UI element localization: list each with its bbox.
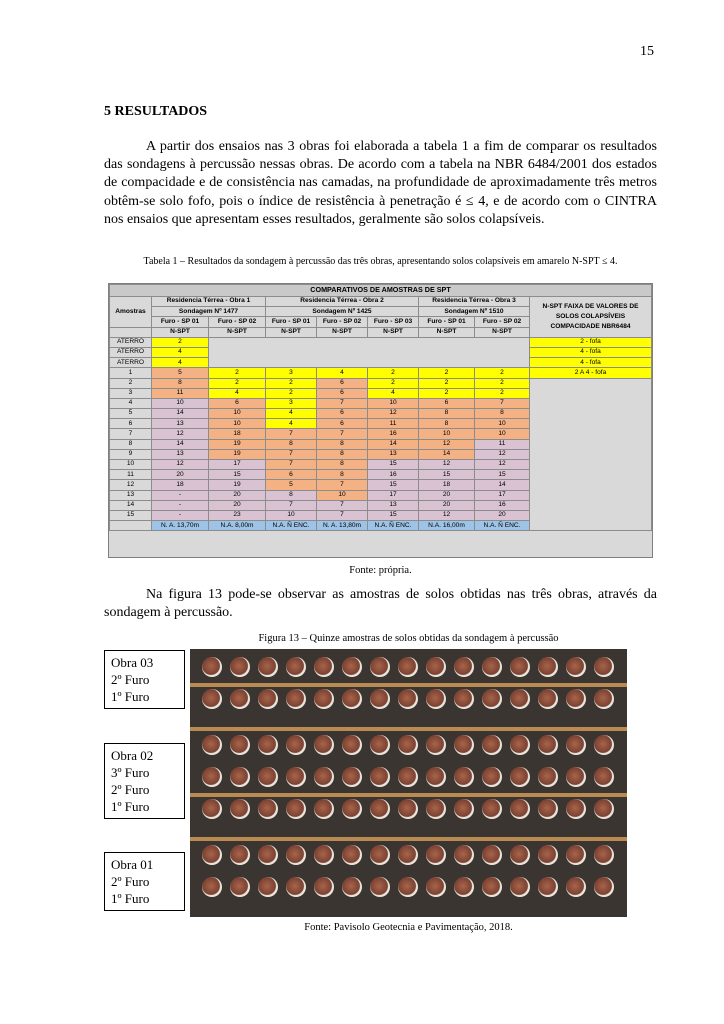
cell-nivel-agua: N. A. 13,70m: [152, 521, 209, 531]
soil-sample-cup: [398, 689, 418, 709]
cell-nspt-value: 6: [317, 409, 368, 419]
soil-sample-cup: [314, 767, 334, 787]
soil-sample-cup: [566, 767, 586, 787]
cell-nspt-value: 10: [419, 429, 475, 439]
soil-sample-cup: [454, 799, 474, 819]
header-nspt: N-SPT: [475, 327, 530, 337]
cell-nspt-value: 12: [419, 439, 475, 449]
cell-nspt-value: 2: [266, 378, 317, 388]
soil-sample-cup: [258, 845, 278, 865]
cell-nspt-value: 19: [209, 449, 266, 459]
soil-sample-cup: [342, 767, 362, 787]
header-sondagem-2: Sondagem Nº 1425: [266, 307, 419, 317]
cell-nspt-value: 3: [266, 368, 317, 378]
soil-sample-cup: [202, 799, 222, 819]
cell-nspt-value: 16: [368, 470, 419, 480]
figure-source: Fonte: Pavisolo Geotecnia e Pavimentação, 2018.: [304, 922, 513, 933]
soil-sample-cup: [426, 735, 446, 755]
cell-nspt-value: 4: [317, 368, 368, 378]
cell-nspt-value: 2: [475, 378, 530, 388]
cell-amostra: 4: [110, 398, 152, 408]
cell-nspt-value: 18: [419, 480, 475, 490]
label-obra-02: [104, 743, 185, 819]
cell-nspt-value: 20: [209, 500, 266, 510]
cell-amostra: 14: [110, 500, 152, 510]
soil-sample-cup: [230, 767, 250, 787]
cell-nspt-value: 7: [266, 429, 317, 439]
cell-amostra: 3: [110, 388, 152, 398]
cell-nspt-value: 8: [266, 439, 317, 449]
soil-sample-cup: [370, 845, 390, 865]
cell-amostra: 6: [110, 419, 152, 429]
soil-sample-cup: [258, 735, 278, 755]
soil-sample-cup: [230, 689, 250, 709]
cell-nspt-value: 2: [152, 337, 209, 347]
soil-sample-cup: [286, 735, 306, 755]
label-line: 1º Furo: [111, 891, 150, 906]
cell-nspt-value: 6: [209, 398, 266, 408]
soil-sample-cup: [286, 767, 306, 787]
cell-nspt-value: 2: [419, 368, 475, 378]
paragraph-figure-ref: Na figura 13 pode-se observar as amostras de solos obtidas nas três obras, através da sondagem à percussão.: [104, 587, 657, 621]
header-nspt: N-SPT: [266, 327, 317, 337]
cell-nspt-value: 10: [266, 510, 317, 520]
cell-nspt-value: 12: [419, 460, 475, 470]
soil-sample-cup: [398, 657, 418, 677]
soil-sample-cup: [286, 845, 306, 865]
soil-sample-cup: [258, 689, 278, 709]
table-title: COMPARATIVOS DE AMOSTRAS DE SPT: [110, 285, 652, 297]
label-line: 3º Furo: [111, 765, 150, 780]
section-heading: 5 RESULTADOS: [104, 104, 208, 119]
cell-nspt-value: 12: [475, 449, 530, 459]
soil-sample-cup: [426, 799, 446, 819]
cell-faixa: 4 - fofa: [530, 347, 652, 357]
soil-sample-cup: [370, 877, 390, 897]
cell-nspt-value: 12: [152, 460, 209, 470]
cell-amostra: 11: [110, 470, 152, 480]
cell-nspt-value: 15: [419, 470, 475, 480]
cell-nspt-value: 17: [475, 490, 530, 500]
cell-nspt-value: 6: [317, 378, 368, 388]
cell-amostra: 9: [110, 449, 152, 459]
cell-nspt-value: 6: [317, 388, 368, 398]
cell-nspt-value: 12: [475, 460, 530, 470]
soil-sample-cup: [230, 877, 250, 897]
soil-sample-cup: [398, 845, 418, 865]
cell-nspt-value: 4: [266, 409, 317, 419]
cell-nspt-value: 2: [209, 368, 266, 378]
header-furo: Furo - SP 02: [317, 317, 368, 327]
cell-nspt-value: 10: [152, 398, 209, 408]
cell-amostra: 7: [110, 429, 152, 439]
cell-nspt-value: 20: [475, 510, 530, 520]
soil-sample-cup: [538, 845, 558, 865]
soil-sample-cup: [566, 845, 586, 865]
header-nspt: N-SPT: [317, 327, 368, 337]
soil-sample-cup: [482, 735, 502, 755]
cell-nspt-value: 2: [266, 388, 317, 398]
header-sondagem-1: Sondagem Nº 1477: [152, 307, 266, 317]
soil-sample-cup: [342, 877, 362, 897]
soil-sample-cup: [566, 799, 586, 819]
cell-nivel-agua: N.A. Ñ ENC.: [475, 521, 530, 531]
cell-nivel-agua: N. A. 13,80m: [317, 521, 368, 531]
cell-nspt-value: 8: [419, 409, 475, 419]
soil-sample-cup: [454, 845, 474, 865]
cell-nspt-value: 20: [209, 490, 266, 500]
cell-nspt-value: 10: [209, 409, 266, 419]
cell-amostra: 13: [110, 490, 152, 500]
soil-sample-cup: [202, 877, 222, 897]
cell-nspt-value: 7: [317, 429, 368, 439]
soil-sample-cup: [482, 689, 502, 709]
soil-sample-cup: [594, 689, 614, 709]
cell-empty: [209, 337, 530, 368]
cell-nspt-value: 4: [152, 347, 209, 357]
soil-sample-cup: [230, 799, 250, 819]
soil-sample-cup: [202, 735, 222, 755]
soil-sample-cup: [454, 877, 474, 897]
cell-nspt-value: 7: [317, 480, 368, 490]
soil-sample-cup: [482, 767, 502, 787]
table-source: Fonte: própria.: [349, 565, 412, 576]
soil-sample-cup: [286, 657, 306, 677]
soil-sample-cup: [426, 689, 446, 709]
header-obra-2: Residencia Térrea - Obra 2: [266, 297, 419, 307]
soil-sample-cup: [426, 845, 446, 865]
soil-sample-cup: [566, 689, 586, 709]
soil-sample-cup: [286, 689, 306, 709]
soil-sample-cup: [538, 767, 558, 787]
header-nspt: N-SPT: [368, 327, 419, 337]
cell-nspt-value: 3: [266, 398, 317, 408]
cell-nspt-value: 11: [475, 439, 530, 449]
cell-nspt-value: 19: [209, 480, 266, 490]
cell-nspt-value: 14: [368, 439, 419, 449]
soil-sample-cup: [510, 799, 530, 819]
label-line: 1º Furo: [111, 689, 150, 704]
soil-sample-cup: [202, 845, 222, 865]
header-faixa-valores: N-SPT FAIXA DE VALORES DE SOLOS COLAPSÍVEIS COMPACIDADE NBR6484: [530, 297, 652, 338]
soil-sample-cup: [398, 735, 418, 755]
cell-nspt-value: 13: [368, 449, 419, 459]
cell-nspt-value: 7: [266, 449, 317, 459]
label-line: Obra 02: [111, 748, 154, 763]
header-nspt: N-SPT: [419, 327, 475, 337]
cell-nspt-value: 13: [368, 500, 419, 510]
cell-amostra: 8: [110, 439, 152, 449]
cell-amostra: 10: [110, 460, 152, 470]
cell-nspt-value: 4: [152, 358, 209, 368]
soil-sample-cup: [314, 657, 334, 677]
cell-nspt-value: 7: [475, 398, 530, 408]
cell-nspt-value: 2: [419, 378, 475, 388]
soil-sample-cup: [482, 877, 502, 897]
cell-amostra: 1: [110, 368, 152, 378]
cell-nspt-value: 7: [317, 500, 368, 510]
cell-nivel-agua: N.A. Ñ ENC.: [368, 521, 419, 531]
cell-nspt-value: 18: [209, 429, 266, 439]
header-furo: Furo - SP 01: [152, 317, 209, 327]
soil-sample-cup: [314, 689, 334, 709]
soil-sample-cup: [258, 799, 278, 819]
cell-nspt-value: 18: [152, 480, 209, 490]
soil-sample-cup: [370, 689, 390, 709]
cell-nspt-value: 15: [209, 470, 266, 480]
col-header-amostras: Amostras: [110, 297, 152, 328]
cell-faixa: 4 - fofa: [530, 358, 652, 368]
cell-nspt-value: 13: [152, 419, 209, 429]
soil-sample-cup: [538, 657, 558, 677]
cell-nspt-value: 2: [475, 388, 530, 398]
cell-nspt-value: 4: [368, 388, 419, 398]
soil-sample-cup: [314, 877, 334, 897]
soil-sample-cup: [482, 845, 502, 865]
soil-sample-cup: [314, 735, 334, 755]
soil-sample-cup: [594, 657, 614, 677]
cell-nspt-value: 8: [317, 460, 368, 470]
cell-nspt-value: 11: [152, 388, 209, 398]
soil-sample-cup: [314, 845, 334, 865]
label-line: Obra 01: [111, 857, 154, 872]
cell-nspt-value: 23: [209, 510, 266, 520]
label-line: 1º Furo: [111, 799, 150, 814]
soil-sample-cup: [398, 799, 418, 819]
cell-nspt-value: 5: [266, 480, 317, 490]
soil-sample-cup: [230, 845, 250, 865]
cell-nspt-value: 10: [475, 429, 530, 439]
soil-sample-cup: [426, 767, 446, 787]
soil-sample-cup: [342, 799, 362, 819]
shelf: [190, 683, 627, 687]
cell-nspt-value: 11: [368, 419, 419, 429]
soil-sample-cup: [538, 735, 558, 755]
cell-faixa: 2 - fofa: [530, 337, 652, 347]
soil-sample-cup: [314, 799, 334, 819]
header-furo: Furo - SP 02: [475, 317, 530, 327]
cell-nspt-value: 10: [368, 398, 419, 408]
label-obra-03: [104, 650, 185, 709]
table-row: [110, 368, 652, 378]
soil-sample-cup: [398, 767, 418, 787]
header-furo: Furo - SP 01: [419, 317, 475, 327]
soil-sample-cup: [370, 799, 390, 819]
shelf: [190, 727, 627, 731]
soil-sample-cup: [594, 767, 614, 787]
header-sondagem-3: Sondagem Nº 1510: [419, 307, 530, 317]
cell-nivel-agua: N.A. Ñ ENC.: [266, 521, 317, 531]
soil-sample-cup: [454, 689, 474, 709]
cell-nspt-value: 2: [368, 378, 419, 388]
cell-nspt-value: 6: [266, 470, 317, 480]
soil-sample-cup: [202, 767, 222, 787]
cell-nspt-value: 7: [266, 500, 317, 510]
page-number: 15: [640, 44, 654, 59]
cell-nspt-value: 14: [152, 439, 209, 449]
soil-sample-cup: [594, 799, 614, 819]
soil-sample-cup: [370, 735, 390, 755]
soil-sample-cup: [454, 735, 474, 755]
soil-sample-cup: [510, 845, 530, 865]
cell-nspt-value: 10: [475, 419, 530, 429]
label-line: 2º Furo: [111, 782, 150, 797]
soil-sample-cup: [454, 767, 474, 787]
soil-sample-cup: [202, 657, 222, 677]
soil-sample-cup: [370, 767, 390, 787]
cell-nspt-value: 14: [152, 409, 209, 419]
soil-sample-cup: [594, 877, 614, 897]
soil-sample-cup: [594, 735, 614, 755]
cell-nspt-value: 2: [209, 378, 266, 388]
soil-samples-photo: [190, 649, 627, 917]
cell-nspt-value: 2: [419, 388, 475, 398]
cell-nspt-value: 19: [209, 439, 266, 449]
cell-nspt-value: 6: [317, 419, 368, 429]
cell-nspt-value: -: [152, 510, 209, 520]
cell-nspt-value: 8: [266, 490, 317, 500]
cell-nspt-value: 14: [475, 480, 530, 490]
cell-nspt-value: 8: [317, 439, 368, 449]
soil-sample-cup: [566, 877, 586, 897]
soil-sample-cup: [510, 689, 530, 709]
cell-amostra: ATERRO: [110, 337, 152, 347]
cell-nspt-value: -: [152, 490, 209, 500]
cell-nspt-value: -: [152, 500, 209, 510]
spt-comparison-table: [108, 283, 653, 558]
soil-sample-cup: [426, 657, 446, 677]
soil-sample-cup: [342, 845, 362, 865]
paragraph-intro: A partir dos ensaios nas 3 obras foi elaborada a tabela 1 a fim de comparar os resultados das sondagens à percussão nessas obras. De acordo com a tabela na NBR 6484/2001 dos estados de compacidade e de consistência nas camadas, na profundidade de aproximadamente três metros obtêm-se solo fofo, pois o índice de resistência à penetração é ≤ 4, e de acordo com o CINTRA nos ensaios que apresentam esses resultados, geralmente são solos colapsíveis.: [104, 139, 657, 227]
cell-nspt-value: 20: [152, 470, 209, 480]
cell-amostra: 15: [110, 510, 152, 520]
table-caption: Tabela 1 – Resultados da sondagem à percussão das três obras, apresentando solos colapsíveis em amarelo N-SPT ≤ 4.: [143, 256, 618, 267]
soil-sample-cup: [230, 735, 250, 755]
label-line: Obra 03: [111, 655, 154, 670]
cell-nspt-value: 14: [419, 449, 475, 459]
cell-nspt-value: 4: [209, 388, 266, 398]
soil-sample-cup: [258, 767, 278, 787]
cell-empty: [110, 521, 152, 531]
cell-amostra: 5: [110, 409, 152, 419]
cell-nspt-value: 2: [475, 368, 530, 378]
soil-sample-cup: [538, 689, 558, 709]
cell-nspt-value: 7: [317, 398, 368, 408]
cell-nspt-value: 17: [209, 460, 266, 470]
soil-sample-cup: [510, 735, 530, 755]
cell-nspt-value: 13: [152, 449, 209, 459]
soil-sample-cup: [510, 767, 530, 787]
soil-sample-cup: [454, 657, 474, 677]
soil-sample-cup: [230, 657, 250, 677]
soil-sample-cup: [538, 877, 558, 897]
cell-nspt-value: 15: [368, 480, 419, 490]
cell-nivel-agua: N.A. 8,00m: [209, 521, 266, 531]
cell-nspt-value: 15: [368, 460, 419, 470]
cell-nspt-value: 20: [419, 500, 475, 510]
cell-nspt-value: 8: [152, 378, 209, 388]
cell-nspt-value: 12: [152, 429, 209, 439]
cell-empty: [530, 378, 652, 531]
header-nspt: N-SPT: [209, 327, 266, 337]
soil-sample-cup: [538, 799, 558, 819]
cell-nspt-value: 7: [317, 510, 368, 520]
cell-nspt-value: 7: [266, 460, 317, 470]
soil-sample-cup: [202, 689, 222, 709]
cell-nspt-value: 16: [475, 500, 530, 510]
soil-sample-cup: [510, 657, 530, 677]
cell-nspt-value: 6: [419, 398, 475, 408]
shelf: [190, 837, 627, 841]
cell-nspt-value: 10: [317, 490, 368, 500]
cell-nspt-value: 17: [368, 490, 419, 500]
soil-sample-cup: [398, 877, 418, 897]
soil-sample-cup: [566, 735, 586, 755]
cell-nspt-value: 8: [419, 419, 475, 429]
cell-nspt-value: 4: [266, 419, 317, 429]
label-obra-01: [104, 852, 185, 911]
soil-sample-cup: [594, 845, 614, 865]
soil-sample-cup: [342, 735, 362, 755]
soil-sample-cup: [286, 877, 306, 897]
cell-faixa: 2 A 4 - fofa: [530, 368, 652, 378]
cell-nspt-value: 2: [368, 368, 419, 378]
soil-sample-cup: [286, 799, 306, 819]
cell-nspt-value: 10: [209, 419, 266, 429]
soil-sample-cup: [258, 877, 278, 897]
header-furo: Furo - SP 02: [209, 317, 266, 327]
soil-sample-cup: [258, 657, 278, 677]
soil-sample-cup: [426, 877, 446, 897]
soil-sample-cup: [482, 799, 502, 819]
cell-amostra: ATERRO: [110, 358, 152, 368]
shelf: [190, 793, 627, 797]
soil-sample-cup: [566, 657, 586, 677]
table-row-aterro: [110, 337, 652, 347]
cell-nspt-value: 16: [368, 429, 419, 439]
cell-nspt-value: 12: [368, 409, 419, 419]
cell-nspt-value: 15: [368, 510, 419, 520]
figure-caption: Figura 13 – Quinze amostras de solos obtidas da sondagem à percussão: [258, 633, 559, 644]
header-obra-1: Residencia Térrea - Obra 1: [152, 297, 266, 307]
soil-sample-cup: [342, 657, 362, 677]
soil-sample-cup: [482, 657, 502, 677]
cell-nivel-agua: N.A. 16,00m: [419, 521, 475, 531]
cell-nspt-value: 20: [419, 490, 475, 500]
soil-sample-cup: [370, 657, 390, 677]
cell-amostra: 2: [110, 378, 152, 388]
cell-amostra: 12: [110, 480, 152, 490]
cell-nspt-value: 5: [152, 368, 209, 378]
label-line: 2º Furo: [111, 874, 150, 889]
header-furo: Furo - SP 01: [266, 317, 317, 327]
header-obra-3: Residencia Térrea - Obra 3: [419, 297, 530, 307]
table-row: [110, 378, 652, 388]
cell-nspt-value: 8: [317, 470, 368, 480]
soil-sample-cup: [342, 689, 362, 709]
cell-nspt-value: 12: [419, 510, 475, 520]
cell-nspt-value: 8: [317, 449, 368, 459]
cell-nspt-value: 15: [475, 470, 530, 480]
soil-sample-cup: [510, 877, 530, 897]
header-furo: Furo - SP 03: [368, 317, 419, 327]
cell-nspt-value: 8: [475, 409, 530, 419]
header-nspt: N-SPT: [152, 327, 209, 337]
label-line: 2º Furo: [111, 672, 150, 687]
cell-amostra: ATERRO: [110, 347, 152, 357]
